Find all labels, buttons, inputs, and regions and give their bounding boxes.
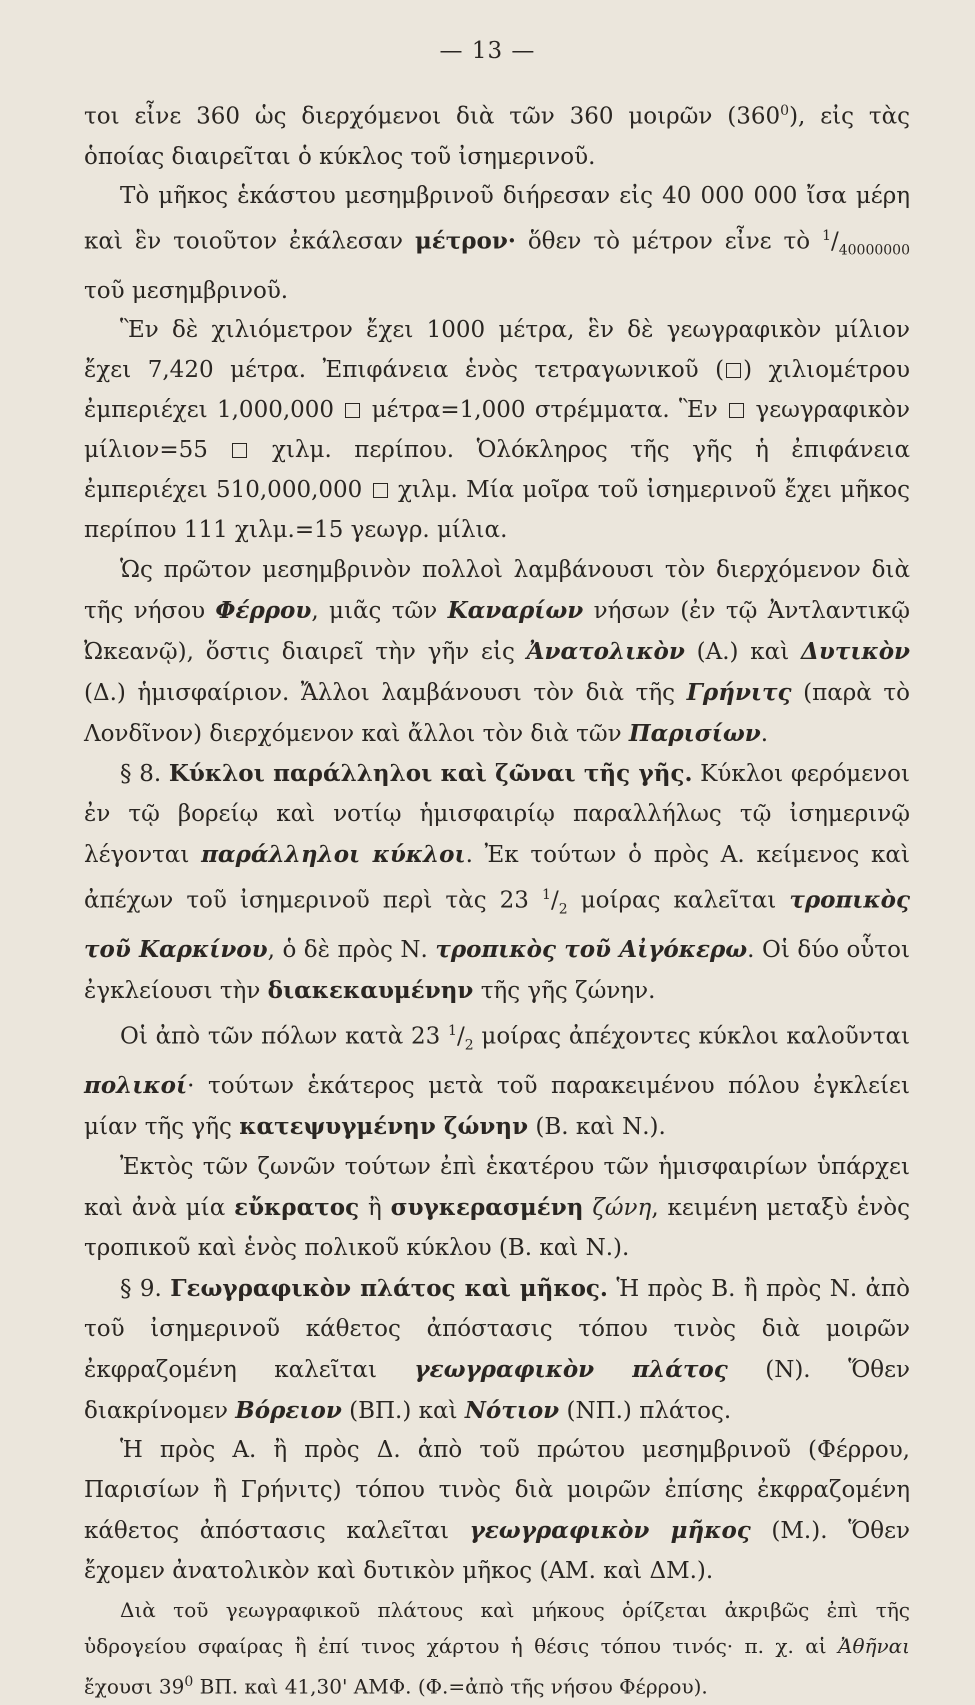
text-run: τῆς γῆς ζώνην. [473, 978, 656, 1005]
paragraph-p4 [84, 551, 910, 755]
italic-word: Ἀθῆναι [838, 1634, 910, 1659]
text-run: ἢ [359, 1194, 391, 1221]
text-run: χιλμ. περίπου. Ὁλόκληρος τῆς γῆς ἡ ἐπιφάνεια ἐμπεριέχει 510,000,000 [84, 437, 910, 504]
text-run: (ΒΠ.) καὶ [341, 1397, 465, 1424]
text-run: Οἱ ἀπὸ τῶν πόλων κατὰ 23 [120, 1023, 449, 1050]
text-run: . Ἐκ τούτων ὁ πρὸς Α. κείμενος καὶ ἀπέχων τοῦ ἰσημερινοῦ περὶ τὰς 23 [84, 842, 910, 914]
italic-term: Νότιον [464, 1396, 560, 1424]
text-run: Διὰ τοῦ γεωγραφικοῦ πλάτους καὶ μήκους ὁρίζεται ἀκριβῶς ἐπὶ τῆς ὑδρογείου σφαίρας ἢ ἐπί τινος χάρτου ἡ θέσις τόπου τινός· π. χ. αἱ [84, 1598, 910, 1659]
text-run [583, 1195, 592, 1221]
text-run: (παρὰ τὸ Λονδῖνον) διερχόμενον καὶ ἄλλοι τὸν διὰ τῶν [84, 679, 910, 747]
text-run: Κύκλοι φερόμενοι ἐν τῷ βορείῳ καὶ νοτίῳ ἡμισφαιρίῳ παραλλήλως τῷ ἰσημερινῷ λέγονται [84, 761, 910, 869]
subscript: 40000000 [838, 242, 910, 259]
bold-term: Κύκλοι παράλληλοι καὶ ζῶναι τῆς γῆς. [168, 760, 693, 788]
paragraph-p10 [84, 1592, 910, 1705]
text-run: Τὸ μῆκος ἑκάστου μεσημβρινοῦ διήρεσαν εἰς 40 000 000 ἴσα μέρη καὶ ἓν τοιοῦτον ἐκάλεσαν [84, 183, 910, 256]
text-run: γεωγραφικὸν μίλιον=55 [84, 397, 910, 464]
square-symbol-icon [232, 443, 247, 458]
text-run: ), εἰς τὰς ὁποίας διαιρεῖται ὁ κύκλος τοῦ ἰσημερινοῦ. [84, 103, 911, 170]
superscript: 1 [542, 887, 551, 904]
italic-term: Φέρρου [215, 596, 312, 624]
italic-term: τροπικὸς τοῦ Καρκίνου [84, 886, 911, 964]
bold-term: διακεκαυμένην [267, 977, 474, 1005]
paragraph-p8 [84, 1269, 910, 1432]
bold-term: κατεψυγμένην ζώνην [239, 1113, 529, 1141]
text-run: μέτρα=1,000 στρέμματα. Ἓν [362, 397, 728, 424]
body-text [84, 92, 910, 1705]
text-run: . [760, 720, 769, 747]
italic-term: γεωγραφικὸν πλάτος [414, 1355, 728, 1383]
text-run: τοι εἶνε 360 ὡς διερχόμενοι διὰ τῶν 360 μοιρῶν (360 [84, 103, 781, 130]
italic-term: παράλληλοι κύκλοι [201, 841, 466, 869]
text-run: / [830, 229, 839, 256]
text-run: / [456, 1023, 465, 1050]
paragraph-p2 [84, 177, 910, 311]
page-number: — 13 — [439, 38, 536, 64]
text-run: (Δ.) ἡμισφαίριον. Ἄλλοι λαμβάνουσι τὸν διὰ τῆς [84, 679, 687, 706]
italic-term: τροπικὸς τοῦ Αἰγόκερω [435, 936, 748, 964]
paragraph-p3 [84, 311, 910, 550]
italic-term: γεωγραφικὸν μῆκος [469, 1517, 751, 1545]
text-run: / [550, 887, 559, 914]
text-run: ΒΠ. καὶ 41,30' ΑΜΦ. (Φ.=ἀπὸ τῆς νήσου Φέρρου). [193, 1674, 708, 1699]
paragraph-p1 [84, 92, 910, 177]
text-run: (Α.) καὶ [684, 638, 802, 665]
text-run: § 9. [120, 1275, 171, 1302]
italic-term: Βόρειον [235, 1396, 342, 1424]
italic-term: πολικοί [84, 1072, 188, 1100]
text-run: · τούτων ἑκάτερος μετὰ τοῦ παρακειμένου πόλου ἐγκλείει μίαν τῆς γῆς [84, 1073, 910, 1141]
text-run: χιλμ. Μία μοῖρα τοῦ ἰσημερινοῦ ἔχει μῆκος περίπου 111 χιλμ.=15 γεωγρ. μίλια. [84, 477, 911, 543]
paragraph-p9 [84, 1431, 910, 1592]
text-run: Ἐκτὸς τῶν ζωνῶν τούτων ἐπὶ ἑκατέρου τῶν ἡμισφαιρίων ὑπάρχει καὶ ἀνὰ μία [84, 1154, 910, 1221]
paragraph-p6 [84, 1012, 910, 1148]
square-symbol-icon [729, 403, 744, 418]
bold-term: Γεωγραφικὸν πλάτος καὶ μῆκος. [170, 1274, 608, 1302]
text-run: (Β. καὶ Ν.). [528, 1114, 666, 1141]
text-run: § 8. [120, 761, 169, 788]
bold-term: εὔκρατος [234, 1193, 360, 1221]
text-run: νήσων (ἐν τῷ Ἀντλαντικῷ Ὠκεανῷ), ὅστις διαιρεῖ τὴν γῆν εἰς [84, 597, 910, 665]
square-symbol-icon [373, 483, 388, 498]
square-symbol-icon [726, 363, 741, 378]
subscript: 2 [464, 1037, 474, 1054]
text-run: μοίρας καλεῖται [567, 887, 790, 914]
italic-term: Γρήνιτς [686, 678, 792, 706]
text-run: τοῦ μεσημβρινοῦ. [84, 277, 289, 304]
superscript: 0 [780, 103, 790, 119]
text-run: ἔχουσι 39 [84, 1674, 185, 1699]
paragraph-p7 [84, 1148, 910, 1269]
bold-term: συγκερασμένη [390, 1193, 584, 1221]
text-run: Ἓν δὲ χιλιόμετρον ἔχει 1000 μέτρα, ἓν δὲ γεωγραφικὸν μίλιον ἔχει 7,420 μέτρα. Ἐπιφάνεια ἑνὸς τετραγωνικοῦ ( [84, 317, 910, 384]
paragraph-p5 [84, 754, 910, 1012]
text-run: ὅθεν τὸ μέτρον εἶνε τὸ [515, 229, 823, 256]
bold-term: μέτρον· [414, 228, 516, 256]
text-run: Ὡς πρῶτον μεσημβρινὸν πολλοὶ λαμβάνουσι τὸν διερχόμενον διὰ τῆς νήσου [84, 556, 910, 624]
text-run: , μιᾶς τῶν [311, 597, 448, 624]
text-run: , ὁ δὲ πρὸς Ν. [267, 937, 436, 964]
text-run: , κειμένη μεταξὺ ἑνὸς τροπικοῦ καὶ ἑνὸς πολικοῦ κύκλου (Β. καὶ Ν.). [84, 1194, 911, 1261]
italic-term: Δυτικὸν [801, 637, 910, 665]
superscript: 1 [822, 228, 831, 245]
text-run: μοίρας ἀπέχοντες κύκλοι καλοῦνται [473, 1023, 910, 1050]
text-run: Ἡ πρὸς Β. ἢ πρὸς Ν. ἀπὸ τοῦ ἰσημερινοῦ κάθετος ἀπόστασις τόπου τινὸς διὰ μοιρῶν ἐκφραζομένη καλεῖται [84, 1275, 910, 1383]
text-run: Ἡ πρὸς Α. ἢ πρὸς Δ. ἀπὸ τοῦ πρώτου μεσημβρινοῦ (Φέρρου, Παρισίων ἢ Γρήνιτς) τόπου τινὸς διὰ μοιρῶν ἐπίσης ἐκφραζομένη κάθετος ἀπόστασις καλεῖται [84, 1437, 910, 1545]
italic-term: Καναρίων [447, 596, 584, 624]
italic-term: Παρισίων [628, 719, 761, 747]
italic-term: Ἀνατολικὸν [526, 637, 685, 665]
text-run: ) χιλιομέτρου ἐμπεριέχει 1,000,000 [84, 357, 910, 424]
superscript: 1 [448, 1023, 457, 1040]
text-run: . Οἱ δύο οὗτοι ἐγκλείουσι τὴν [84, 937, 910, 1005]
square-symbol-icon [345, 403, 360, 418]
text-run: (Ν). Ὅθεν διακρίνομεν [84, 1356, 910, 1424]
italic-word: ζώνη [592, 1194, 652, 1221]
superscript: 0 [184, 1674, 194, 1691]
text-run: (Μ.). Ὅθεν ἔχομεν ἀνατολικὸν καὶ δυτικὸν μῆκος (ΑΜ. καὶ ΔΜ.). [84, 1518, 911, 1585]
text-run: (ΝΠ.) πλάτος. [559, 1397, 732, 1424]
subscript: 2 [558, 901, 568, 918]
